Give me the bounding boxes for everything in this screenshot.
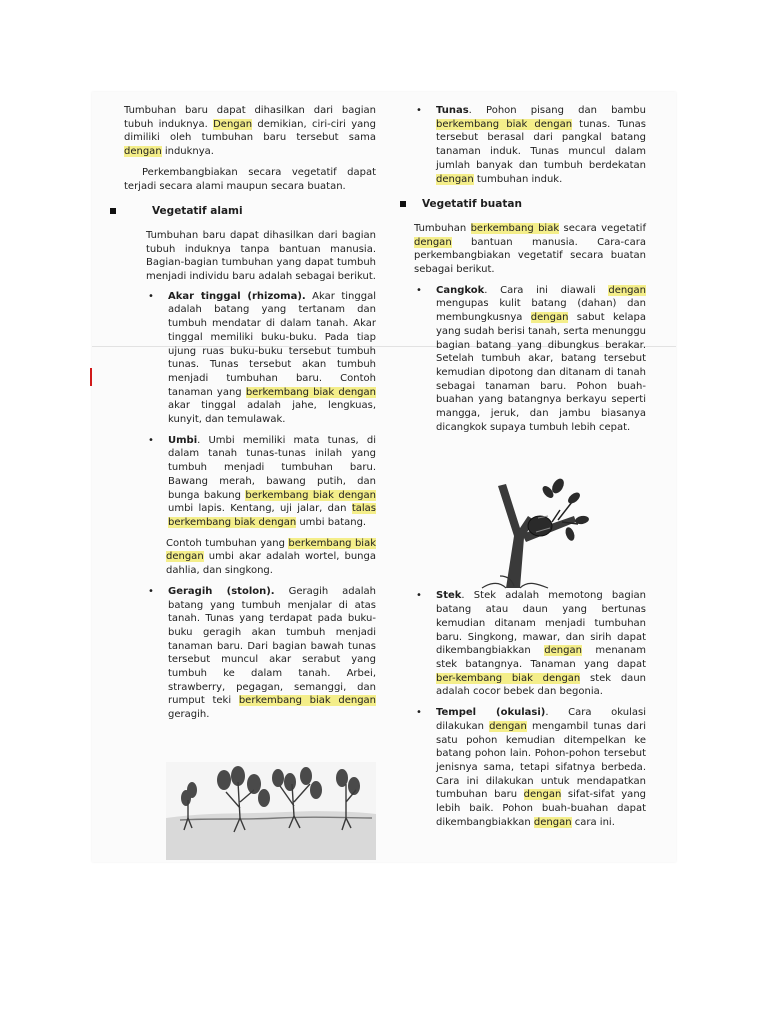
bullet-dot-icon: •	[148, 290, 154, 302]
umbi-akar-note: Contoh tumbuhan yang berkembang biak dengan umbi akar adalah wortel, bunga dahlia, dan singkong.	[166, 537, 377, 577]
artificial-methods-list-2	[414, 589, 646, 829]
heading-vegetatif-buatan: Vegetatif buatan	[414, 198, 646, 212]
square-bullet-icon	[110, 208, 116, 214]
list-item-rhizoma: • Akar tinggal (rhizoma). Akar tinggal adalah batang yang tertanam dan tumbuh mendatar di dalam tanah. Akar tinggal memiliki buku-buku. Pada tiap ujung ruas buku-buku tersebut tumbuh tunas. Tunas tersebut akan tumbuh menjadi tumbuhan baru. Contoh tanaman yang berkembang biak dengan akar tinggal adalah jahe, lengkuas, kunyit, dan temulawak.	[148, 290, 376, 426]
intro-paragraph-2: Perkembangbiakan secara vegetatif dapat terjadi secara alami maupun secara buatan.	[124, 166, 376, 192]
heading-vegetatif-alami: Vegetatif alami	[124, 205, 376, 219]
list-item-geragih: • Geragih (stolon). Geragih adalah batang yang tumbuh menjalar di atas tanah. Tunas yang terdapat pada buku-buku geragih akan tumbuh menjadi tanaman baru. Dari bagian bawah tunas tersebut muncul akar serabut yang tumbuh ke dalam tanah. Arbei, strawberry, pegagan, semanggi, dan rumput teki berkembang biak dengan geragih.	[148, 585, 377, 721]
buatan-description: Tumbuhan berkembang biak secara vegetatif dengan bantuan manusia. Cara-cara perkembangbiakan vegetatif secara buatan sebagai berikut.	[414, 222, 646, 276]
heading-description: Tumbuhan baru dapat dihasilkan dari bagian tubuh induknya tanpa bantuan manusia. Bagian-bagian tumbuhan yang dapat tumbuh menjadi individu baru adalah sebagai berikut.	[146, 229, 376, 283]
intro-paragraph: Tumbuhan baru dapat dihasilkan dari bagian tubuh induknya. Dengan demikian, ciri-ciri yang dimiliki oleh tumbuhan baru tersebut sama dengan induknya.	[124, 105, 376, 158]
bullet-dot-icon: •	[148, 585, 154, 597]
cangkok-branch-illustration-icon	[478, 476, 594, 590]
list-item-stek: • Stek. Stek adalah memotong bagian batang atau daun yang bertunas kemudian ditanam menjadi tumbuhan baru. Singkong, mawar, dan sirih dapat dikembangbiakkan dengan menanam stek batangnya. Tanaman yang dapat ber-kembang biak dengan stek daun adalah cocor bebek dan begonia.	[416, 590, 647, 698]
artificial-methods-list	[414, 284, 646, 435]
left-column	[124, 104, 376, 729]
bullet-dot-icon: •	[416, 590, 422, 602]
list-item-tunas: • Tunas. Pohon pisang dan bambu berkembang biak dengan tunas. Tunas tersebut berasal dari pangkal batang tanaman induk. Tunas muncul dalam jumlah banyak dan tumbuh berdekatan dengan tumbuhan induk.	[416, 105, 647, 185]
stolon-plants-illustration-icon	[166, 762, 376, 860]
list-item-cangkok: • Cangkok. Cara ini diawali dengan mengupas kulit batang (dahan) dan membungkusnya dengan sabut kelapa yang sudah berisi tanah, serta menunggu bagian batang yang dibungkus berakar. Setelah tumbuh akar, batang tersebut kemudian dipotong dan ditanam di tanah sebagai tanaman baru. Pohon buah-buahan yang batangnya berkayu seperti mangga, jeruk, dan jambu biasanya dicangkok supaya tumbuh lebih cepat.	[416, 284, 646, 433]
tunas-list	[414, 104, 646, 186]
bullet-dot-icon: •	[148, 434, 154, 446]
bullet-dot-icon: •	[416, 707, 422, 719]
list-item-umbi: • Umbi. Umbi memiliki mata tunas, di dalam tanah tunas-tunas inilah yang tumbuh menjadi tumbuhan baru. Bawang merah, bawang putih, dan bunga bakung berkembang biak dengan umbi lapis. Kentang, uji jalar, dan talas berkembang biak dengan umbi batang.	[148, 434, 376, 528]
bullet-dot-icon: •	[416, 284, 422, 296]
natural-methods-list	[124, 290, 376, 530]
bullet-dot-icon: •	[416, 105, 422, 116]
list-item-tempel: • Tempel (okulasi). Cara okulasi dilakukan dengan mengambil tunas dari satu pohon kemudian ditempelkan ke batang pohon lain. Pohon-pohon tersebut jenisnya sama, tetapi sifatnya berbeda. Cara ini dilakukan untuk mendapatkan tumbuhan baru dengan sifat-sifat yang lebih baik. Pohon buah-buahan dapat dikembangbiakkan dengan cara ini.	[416, 707, 646, 828]
margin-mark	[90, 368, 92, 386]
square-bullet-icon	[400, 201, 406, 207]
natural-methods-list-2	[124, 585, 376, 722]
right-column	[414, 104, 646, 836]
